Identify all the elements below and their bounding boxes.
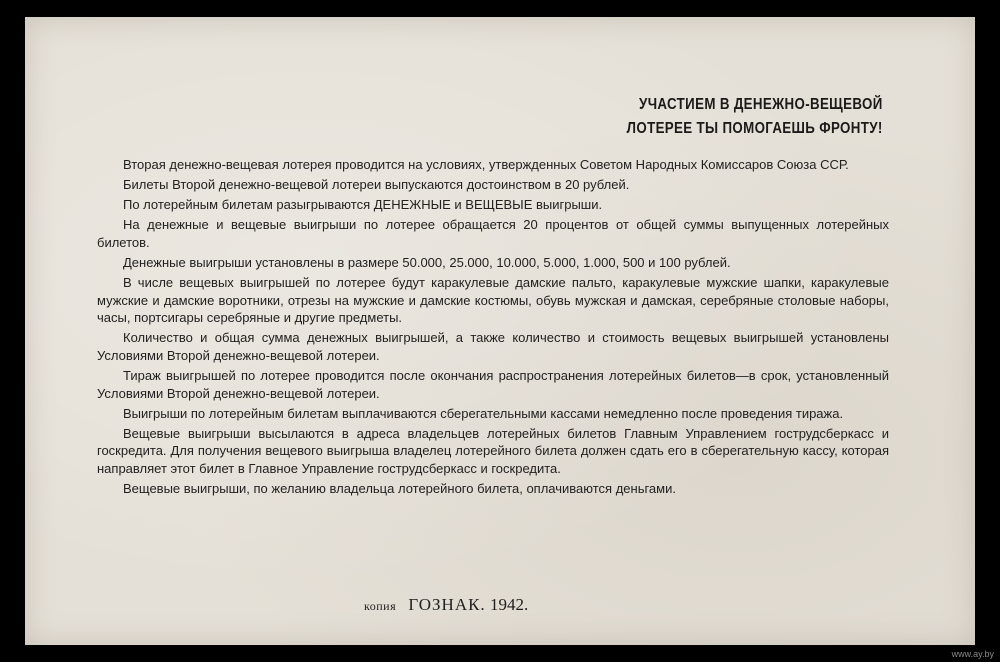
printer-name: ГОЗНАК. xyxy=(408,595,486,614)
paragraph-3: По лотерейным билетам разыгрываются ДЕНЕЖНЫЕ и ВЕЩЕВЫЕ выигрыши. xyxy=(123,197,603,213)
paragraph-9: Выигрыши по лотерейным билетам выплачиваются сберегательными кассами немедленно после проведения тиража. xyxy=(123,405,844,421)
slogan-line-1: УЧАСТИЕМ В ДЕНЕЖНО-ВЕЩЕВОЙ xyxy=(639,96,883,113)
paragraph-5: Денежные выигрыши установлены в размере 50.000, 25.000, 10.000, 5.000, 1.000, 500 и 100 рублей. xyxy=(123,254,731,270)
printer-imprint xyxy=(364,595,528,615)
paragraph-2: Билеты Второй денежно-вещевой лотереи выпускаются достоинством в 20 рублей. xyxy=(123,177,630,193)
paragraph-8: Тираж выигрышей по лотерее проводится после окончания распространения лотерейных билетов—в срок, установленный Условиями Второй денежно-вещевой лотереи. xyxy=(97,368,889,401)
paragraph-1: Вторая денежно-вещевая лотерея проводится на условиях, утвержденных Советом Народных Комиссаров Союза ССР. xyxy=(123,157,849,172)
site-watermark: www.ay.by xyxy=(951,649,994,659)
paragraph-4: На денежные и вещевые выигрыши по лотерее обращается 20 процентов от общей суммы выпущенных лотерейных билетов. xyxy=(97,217,889,250)
paragraph-11: Вещевые выигрыши, по желанию владельца лотерейного билета, оплачиваются деньгами. xyxy=(123,481,676,497)
slogan-line-2: ЛОТЕРЕЕ ТЫ ПОМОГАЕШЬ ФРОНТУ! xyxy=(627,120,883,137)
lottery-terms-text xyxy=(97,156,889,500)
lottery-ticket-back xyxy=(25,17,975,645)
paragraph-6: В числе вещевых выигрышей по лотерее будут каракулевые дамские пальто, каракулевые мужские шапки, каракулевые мужские и дамские воротники, отрезы на мужские и дамские костюмы, обувь мужская и дамская, серебряные столовые наборы, часы, портсигары серебряные и другие предметы. xyxy=(97,275,889,326)
slogan-heading xyxy=(627,93,883,141)
paragraph-10: Вещевые выигрыши высылаются в адреса владельцев лотерейных билетов Главным Управлением гострудсберкасс и госкредита. Для получения вещевого выигрыша владелец лотерейного билета должен сдать его в сберегательную кассу, которая направляет этот билет в Главное Управление гострудсберкасс и госкредита. xyxy=(97,425,889,476)
print-year: 1942. xyxy=(489,595,529,614)
paragraph-7: Количество и общая сумма денежных выигрышей, а также количество и стоимость вещевых выигрышей установлены Условиями Второй денежно-вещевой лотереи. xyxy=(97,330,889,363)
copy-label: копия xyxy=(364,599,397,613)
